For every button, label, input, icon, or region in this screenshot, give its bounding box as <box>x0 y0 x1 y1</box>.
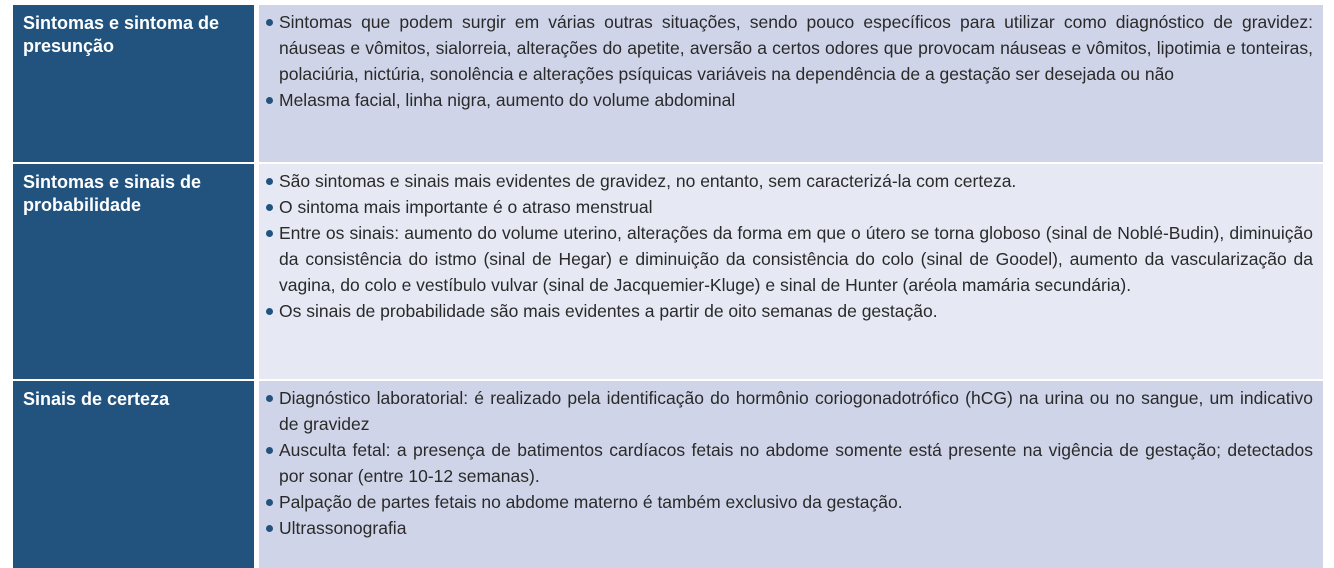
table-row <box>13 163 1323 380</box>
row-content-certainty <box>257 380 1324 568</box>
table-row <box>13 380 1323 568</box>
pregnancy-signs-table <box>13 5 1323 568</box>
list-item: Sintomas que podem surgir em várias outras situações, sendo pouco específicos para utilizar como diagnóstico de gravidez: náuseas e vômitos, sialorreia, alterações do apetite, aversão a certos odores que provocam náuseas e vômitos, lipotimia e tonteiras, polaciúria, nictúria, sonolência e alterações psíquicas variáveis na dependência de a gestação ser desejada ou não <box>264 9 1313 87</box>
bullet-list <box>264 9 1313 113</box>
bullet-list <box>264 168 1313 324</box>
row-label-probability: Sintomas e sinais de probabilidade <box>13 163 257 380</box>
row-content-probability <box>257 163 1324 380</box>
list-item: Ausculta fetal: a presença de batimentos cardíacos fetais no abdome somente está presente na vigência de gestação; detectados por sonar (entre 10-12 semanas). <box>264 437 1313 489</box>
row-label-presumption: Sintomas e sintoma de presunção <box>13 5 257 163</box>
list-item: São sintomas e sinais mais evidentes de gravidez, no entanto, sem caracterizá-la com certeza. <box>264 168 1313 194</box>
list-item: Melasma facial, linha nigra, aumento do volume abdominal <box>264 87 1313 113</box>
list-item: Diagnóstico laboratorial: é realizado pela identificação do hormônio coriogonadotrófico (hCG) na urina ou no sangue, um indicativo de gravidez <box>264 385 1313 437</box>
list-item: Palpação de partes fetais no abdome materno é também exclusivo da gestação. <box>264 489 1313 515</box>
list-item: Os sinais de probabilidade são mais evidentes a partir de oito semanas de gestação. <box>264 298 1313 324</box>
list-item: Ultrassonografia <box>264 515 1313 541</box>
row-label-certainty: Sinais de certeza <box>13 380 257 568</box>
bullet-list <box>264 385 1313 541</box>
list-item: O sintoma mais importante é o atraso menstrual <box>264 194 1313 220</box>
list-item: Entre os sinais: aumento do volume uterino, alterações da forma em que o útero se torna globoso (sinal de Noblé-Budin), diminuição da consistência do istmo (sinal de Hegar) e diminuição da consistência do colo (sinal de Goodel), aumento da vascularização da vagina, do colo e vestíbulo vulvar (sinal de Jacquemier-Kluge) e sinal de Hunter (aréola mamária secundária). <box>264 220 1313 298</box>
row-content-presumption <box>257 5 1324 163</box>
table-row <box>13 5 1323 163</box>
